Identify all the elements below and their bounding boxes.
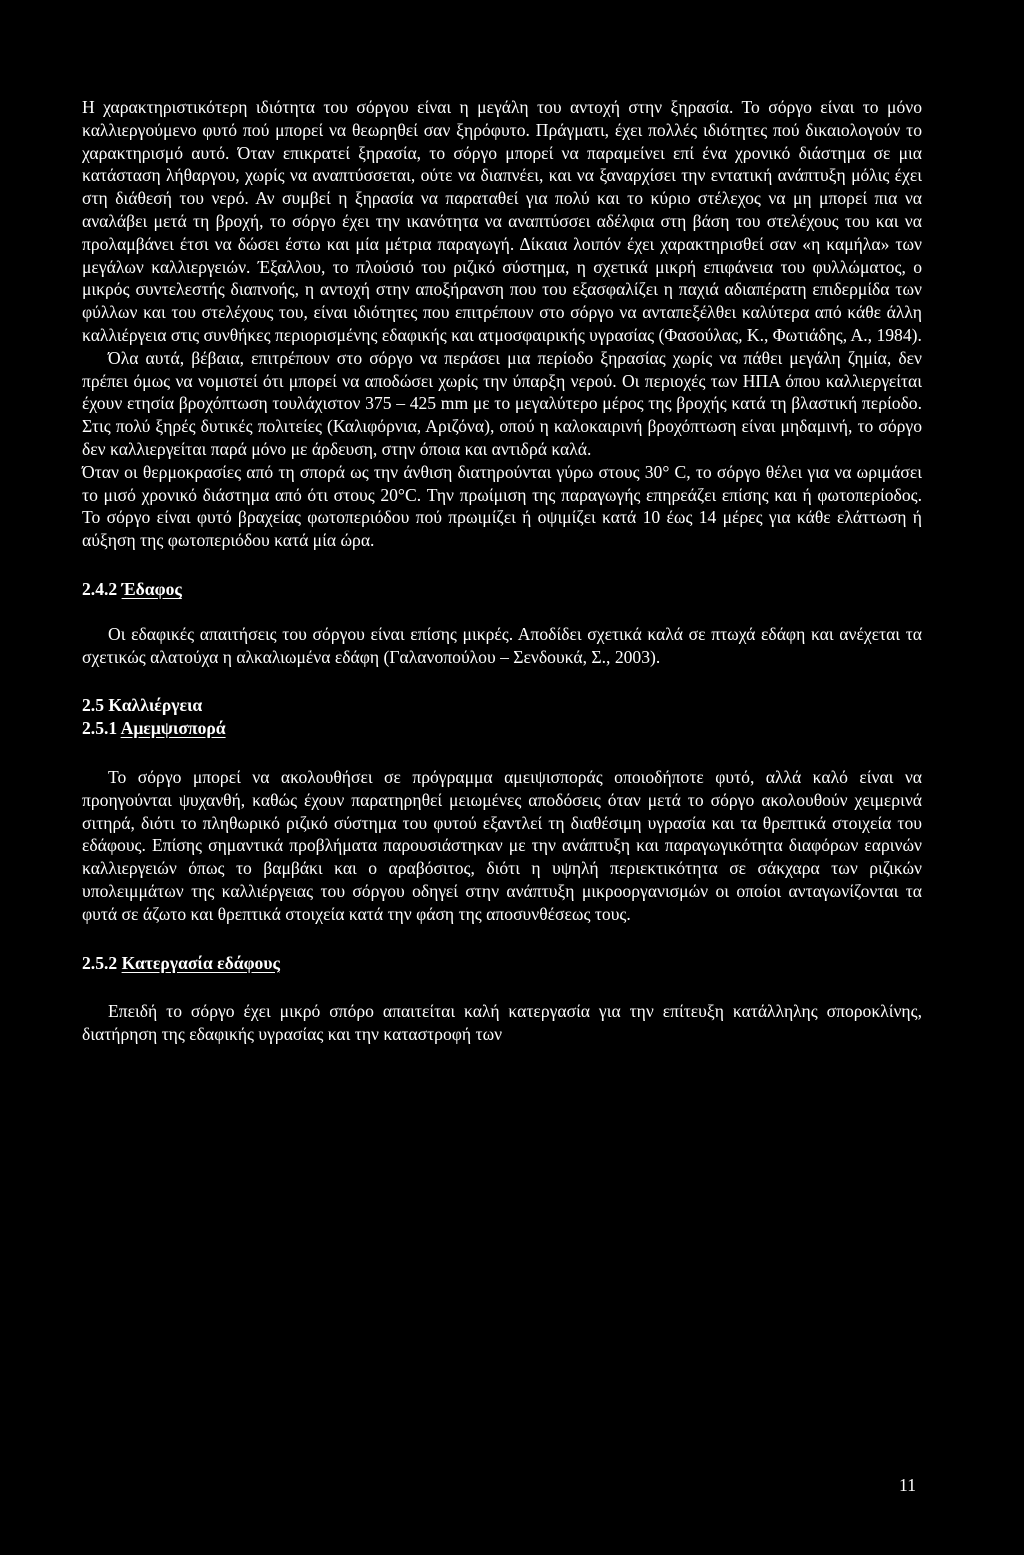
paragraph-drought-water-needs: Όλα αυτά, βέβαια, επιτρέπουν στο σόργο να περάσει μια περίοδο ξηρασίας χωρίς να πάθει μεγάλη ζημία, δεν πρέπει όμως να νομιστεί ότι μπορεί να αποδώσει χωρίς την ύπαρξη νερού. Οι περιοχές των ΗΠΑ όπου καλλιεργείται έχουν ετησία βροχόπτωση τουλάχιστον 375 – 425 mm με το μεγαλύτερο μέρος της βροχής κατά τη βλαστική περίοδο. Στις πολύ ξηρές δυτικές πολιτείες (Καλιφόρνια, Αριζόνα), οπού η καλοκαιρινή βροχόπτωση είναι μηδαμινή, το σόργο δεν καλλιεργείται παρά μόνο με άρδευση, στην όποια και αντιδρά καλά.: [82, 347, 922, 459]
heading-cultivation: 2.5 Καλλιέργεια: [82, 695, 203, 716]
heading-soil: [82, 578, 922, 601]
paragraph-drought-resistance: Η χαρακτηριστικότερη ιδιότητα του σόργου είναι η μεγάλη του αντοχή στην ξηρασία. Το σόργο είναι το μόνο καλλιεργούμενο φυτό πού μπορεί να θεωρηθεί σαν ξηρόφυτο. Πράγματι, έχει πολλές ιδιότητες πού δικαιολογούν το χαρακτηρισμό αυτό. Όταν επικρατεί ξηρασία, το σόργο μπορεί να παραμείνει επί ένα χρονικό διάστημα σε μια κατάσταση λήθαργου, χωρίς να αναπτύσσεται, ούτε να διαπνέει, και να ξαναρχίσει την εντατική ανάπτυξη μόλις έχει στη διάθεσή του νερό. Αν συμβεί η ξηρασία να παραταθεί για πολύ και το κύριο στέλεχος να μη μπορεί πια να αναλάβει μετά τη βροχή, το σόργο έχει την ικανότητα να αναπτύσσει αδέλφια στη βάση του στελέχους του και να προλαμβάνει έτσι να δώσει έστω και μία μέτρια παραγωγή. Δίκαια λοιπόν έχει χαρακτηρισθεί σαν «η καμήλα» των μεγάλων καλλιεργειών. Έξαλλου, το πλούσιό του ριζικό σύστημα, η σχετικά μικρή επιφάνεια του φυλλώματος, ο μικρός συντελεστής διαπνοής, η αντοχή στην αποξήρανση που του εξασφαλίζει η παχιά αδιαπέρατη επιδερμίδα των φύλλων και του στελέχους του, είναι ιδιότητες που επιτρέπουν στο σόργο να ανταπεξέλθει καλύτερα από κάθε άλλη καλλιέργεια στις συνθήκες περιορισμένης εδαφικής και ατμοσφαιρικής υγρασίας (Φασούλας, Κ., Φωτιάδης, Α., 1984).: [82, 97, 922, 345]
page-number: 11: [899, 1475, 916, 1495]
heading-soil-tillage: [82, 952, 922, 975]
heading-soil-number: 2.4.2: [82, 578, 118, 599]
heading-soil-tillage-number: 2.5.2: [82, 952, 118, 973]
paragraph-temperature-photoperiod: Όταν οι θερμοκρασίες από τη σπορά ως την άνθιση διατηρούνται γύρω στους 30° C, το σόργο θέλει για να ωριμάσει το μισό χρονικό διάστημα από ότι στους 20°C. Την πρωίμιση της παραγωγής επηρεάζει επίσης και ή φωτοπερίοδος. Το σόργο είναι φυτό βραχείας φωτοπεριόδου πού πρωιμίζει ή οψιμίζει κατά 10 έως 14 μέρες για κάθε ελάττωση ή αύξηση της φωτοπεριόδου κατά μία ώρα.: [82, 461, 922, 551]
paragraph-soil: Οι εδαφικές απαιτήσεις του σόργου είναι επίσης μικρές. Αποδίδει σχετικά καλά σε πτωχά εδάφη και ανέχεται τα σχετικώς αλατούχα η αλκαλιωμένα εδάφη (Γαλανοπούλου – Σενδουκά, Σ., 2003).: [82, 623, 922, 667]
paragraph-soil-tillage: Επειδή το σόργο έχει μικρό σπόρο απαιτείται καλή κατεργασία για την επίτευξη κατάλληλης σποροκλίνης, διατήρηση της εδαφικής υγρασίας και την καταστροφή των: [82, 1001, 922, 1045]
paragraph-crop-rotation: Το σόργο μπορεί να ακολουθήσει σε πρόγραμμα αμειψισποράς οποιοδήποτε φυτό, αλλά καλό είναι να προηγούνται ψυχανθή, καθώς έχουν παρατηρηθεί μειωμένες αποδόσεις όταν μετά το σόργο ακολουθούν χειμερινά σιτηρά, διότι το πληθωρικό ριζικό σύστημα του φυτού εξαντλεί τη διαθέσιμη υγρασία και τα θρεπτικά στοιχεία του εδάφους. Επίσης σημαντικά προβλήματα παρουσιάστηκαν με την ανάπτυξη και παραγωγικότητα διαφόρων εαρινών καλλιεργειών όπως το βαμβάκι και ο αραβόσιτος, διότι η υψηλή περιεκτικότητα σε σάκχαρα των ριζικών υπολειμμάτων της καλλιέργειας του σόργου οδηγεί στην ανάπτυξη μικροοργανισμών οι οποίοι ανταγωνίζονται τα φυτά σε άζωτο και θρεπτικά στοιχεία κατά την φάση της αποσυνθέσεως τους.: [82, 766, 922, 924]
heading-crop-rotation-number: 2.5.1: [82, 718, 118, 739]
heading-crop-rotation: [82, 717, 922, 740]
heading-soil-tillage-title: Κατεργασία εδάφους: [121, 952, 280, 973]
heading-soil-title: Έδαφος: [121, 578, 182, 599]
document-page: [82, 96, 922, 1046]
heading-crop-rotation-title: Αμεμψισπορά: [120, 718, 226, 739]
